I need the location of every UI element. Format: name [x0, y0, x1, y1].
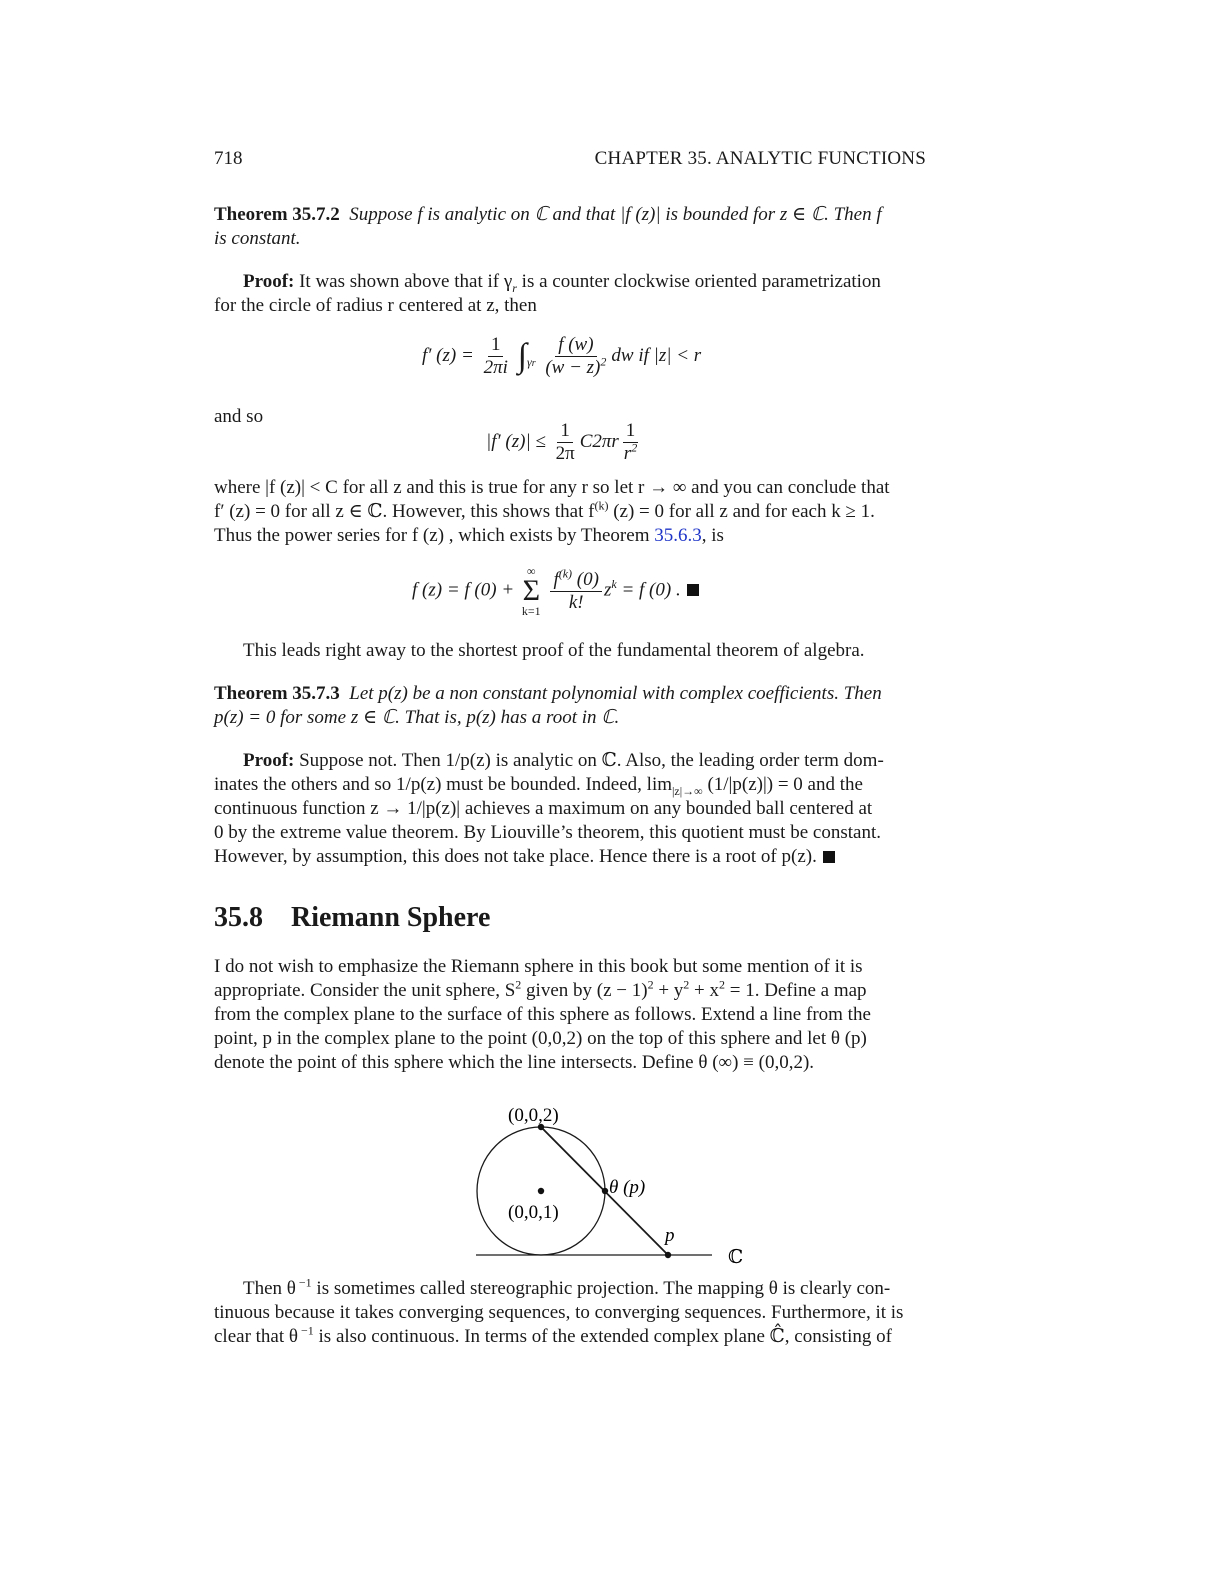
center-point	[538, 1188, 544, 1194]
p-point	[665, 1252, 671, 1258]
paragraph-riemann-sphere: I do not wish to emphasize the Riemann sphere in this book but some mention of it is appropriate. Consider the unit sphere, $S^2$ given by $(z - 1)^2 + y^2 + x^2 = 1$. Define a map from the complex plane to the surface of this sphere as follows. Extend a line from the point, p in the complex plane to the point (0,0,2) on the top of this sphere and let θ (p) denote the point of this sphere which the line intersects. Define θ (∞) ≡ (0,0,2).	[214, 956, 871, 1073]
leads-text: This leads right away to the shortest proof of the fundamental theorem of algebra.	[243, 640, 865, 661]
theorem-text-b: is constant.	[214, 228, 301, 249]
label-p: p	[665, 1225, 675, 1246]
section-number: 35.8	[214, 902, 263, 933]
theorem-link[interactable]: 35.6.3	[654, 525, 702, 546]
theorem-35-7-2	[214, 203, 926, 251]
paragraph-liouville-proof: where |f (z)| < C for all z and this is true for any r so let r → ∞ and you can conclude that f′ (z) = 0 for all z ∈ ℂ. However, this shows that $f^{(k)}$ (z) = 0 for all z and for each k ≥ 1. Thus the power series for f (z) , which exists by Theorem 35.6.3, is	[214, 477, 890, 546]
qed-square	[687, 584, 699, 596]
theorem-label: Theorem 35.7.2	[214, 204, 340, 225]
label-north-pole: (0,0,2)	[508, 1105, 559, 1126]
riemann-sphere-figure	[460, 1095, 760, 1275]
integral-sign: ∫	[517, 337, 527, 375]
label-center: (0,0,1)	[508, 1202, 559, 1223]
theorem-35-7-3: Theorem 35.7.3 Let p(z) be a non constant polynomial with complex coefficients. Then p(z) = 0 for some z ∈ ℂ. That is, p(z) has a root in ℂ.	[214, 683, 882, 728]
paragraph-stereographic: Then θ $^{-1}$ is sometimes called stereographic projection. The mapping θ is clearly con- tinuous because it takes converging sequences, to converging sequences. Furthermore, it is clear that θ $^{-1}$ is also continuous. In terms of the extended complex plane ℂ̂, consisting of	[214, 1275, 904, 1347]
equation-power-series: f (z) = f (0) + ∞ Σ k=1 $\frac{f^{(k)} (0)}{k!}$ $z^k = f$ (0) .	[412, 565, 699, 617]
theorem-text-a: Suppose f is analytic on ℂ and that |f (z)| is bounded for z ∈ ℂ. Then f	[349, 204, 882, 225]
qed-square	[823, 851, 835, 863]
proof-fundamental-theorem: Proof: Suppose not. Then 1/p(z) is analytic on ℂ. Also, the leading order term dom- inates the others and so 1/p(z) must be bounded. Indeed, $\lim_{|z|\to\infty} (1/|p(z)|) = 0$ and the continuous function z → 1/|p(z)| achieves a maximum on any bounded ball centered at 0 by the extreme value theorem. By Liouville’s theorem, this quotient must be constant. However, by assumption, this does not take place. Hence there is a root of p(z).	[214, 750, 884, 867]
label-theta-p: θ (p)	[609, 1177, 646, 1198]
theta-p-point	[602, 1188, 608, 1194]
proof-label: Proof:	[243, 271, 295, 292]
and-so-text: and so	[214, 406, 264, 427]
proof-line1: It was shown above that if γ	[299, 271, 513, 292]
section-heading	[214, 902, 490, 934]
proof-line2: for the circle of radius r centered at z, then	[214, 295, 537, 316]
equation-cauchy-derivative: f′ (z) = $\frac{1}{2\pi i}$ $\int_{\gamma r}$ $\frac{f (w)}{(w - z)^2}$ dw if |z| < r	[422, 334, 702, 378]
section-title: Riemann Sphere	[291, 902, 491, 933]
equation-derivative-bound: |f′ (z)| ≤ $\frac{1}{2\pi}$ C2πr $\frac{1}{r^2}$	[486, 420, 638, 464]
label-complex-plane: ℂ	[728, 1247, 744, 1268]
page-number: 718	[214, 148, 243, 169]
chapter-title: CHAPTER 35. ANALYTIC FUNCTIONS	[594, 148, 926, 169]
proof-1: Proof: It was shown above that if $\gamma_r$ is a counter clockwise oriented parametrization for the circle of radius r centered at z, then	[214, 270, 926, 318]
